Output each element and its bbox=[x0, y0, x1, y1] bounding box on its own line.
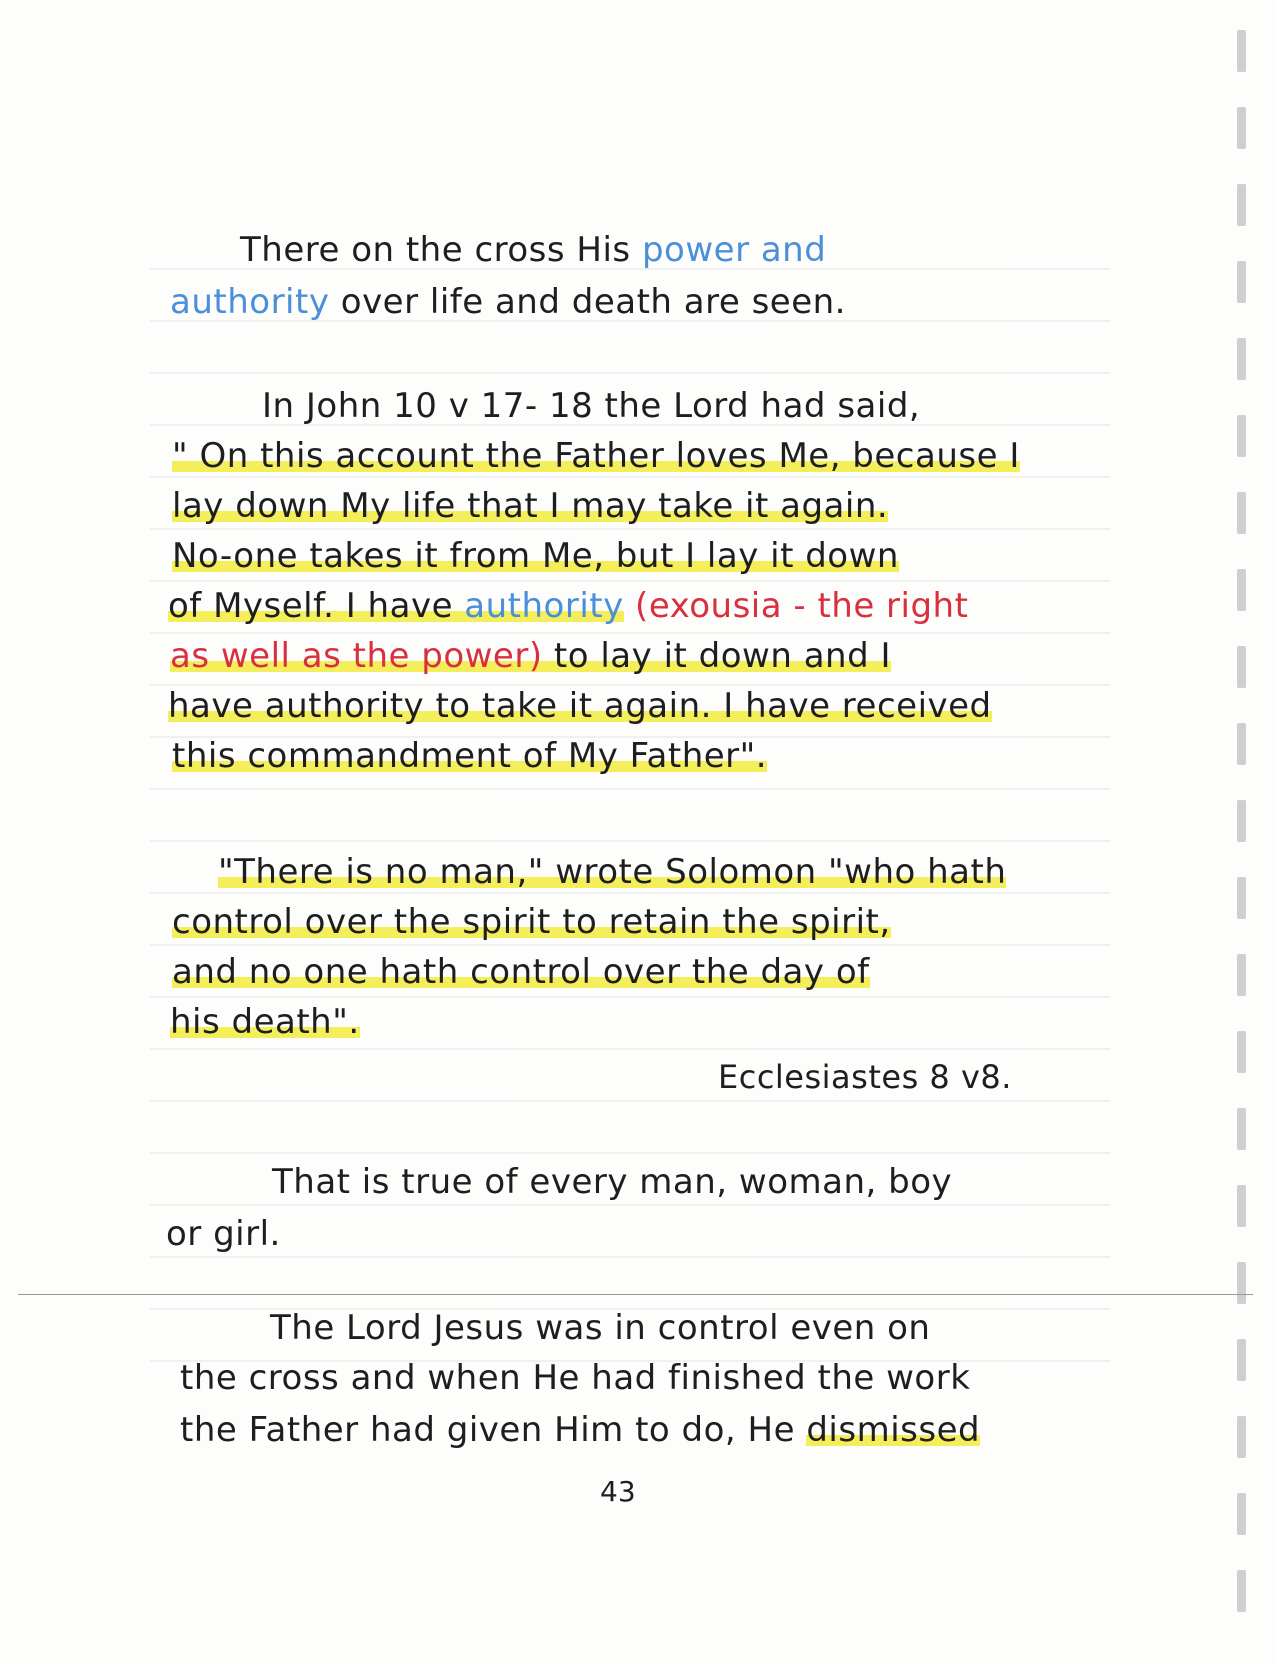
text-segment: The Lord Jesus was in control even on bbox=[270, 1308, 931, 1348]
text-segment: the Father had given Him to do, He bbox=[180, 1410, 807, 1450]
spiral-hole bbox=[1237, 954, 1246, 996]
scripture-reference: Ecclesiastes 8 v8. bbox=[718, 1058, 1012, 1096]
highlighted-text: control over the spirit to retain the spirit, bbox=[172, 902, 891, 942]
text-line bbox=[172, 900, 891, 944]
text-line bbox=[262, 384, 920, 428]
highlighted-text: to lay it down and I bbox=[542, 636, 892, 676]
text-line bbox=[180, 1356, 970, 1400]
text-line bbox=[270, 1306, 930, 1350]
spiral-hole bbox=[1237, 184, 1246, 226]
blue-text-segment: authority bbox=[170, 282, 330, 322]
highlighted-text: his death". bbox=[170, 1002, 360, 1042]
text-segment: There on the cross His bbox=[240, 230, 642, 270]
spiral-hole bbox=[1237, 800, 1246, 842]
text-line bbox=[172, 950, 870, 994]
spiral-hole bbox=[1237, 723, 1246, 765]
text-line bbox=[170, 280, 846, 324]
red-text-segment: (exousia - the right bbox=[623, 586, 969, 626]
highlighted-text: have authority to take it again. I have received bbox=[168, 686, 992, 726]
highlighted-text: lay down My life that I may take it again. bbox=[172, 486, 889, 526]
red-text-segment: as well as the power) bbox=[170, 636, 543, 676]
text-line bbox=[172, 534, 899, 578]
text-line bbox=[168, 684, 992, 728]
spiral-hole bbox=[1237, 569, 1246, 611]
highlighted-text: dismissed bbox=[806, 1410, 981, 1450]
spiral-hole bbox=[1237, 646, 1246, 688]
spiral-hole bbox=[1237, 261, 1246, 303]
text-line bbox=[172, 734, 767, 778]
spiral-hole bbox=[1237, 1031, 1246, 1073]
spiral-hole bbox=[1237, 30, 1246, 72]
fold-line bbox=[18, 1294, 1253, 1295]
spiral-hole bbox=[1237, 1493, 1246, 1535]
highlighted-text: this commandment of My Father". bbox=[172, 736, 768, 776]
text-line bbox=[170, 1000, 360, 1044]
text-line bbox=[166, 1212, 281, 1256]
highlighted-text: "There is no man," wrote Solomon "who hath bbox=[218, 852, 1007, 892]
text-line bbox=[172, 484, 888, 528]
text-segment: or girl. bbox=[166, 1214, 281, 1254]
spiral-hole bbox=[1237, 1185, 1246, 1227]
spiral-hole bbox=[1237, 1416, 1246, 1458]
spiral-binding bbox=[1237, 30, 1247, 1630]
text-line bbox=[170, 634, 891, 678]
text-line bbox=[168, 584, 968, 628]
spiral-hole bbox=[1237, 1108, 1246, 1150]
text-line bbox=[240, 228, 826, 272]
spiral-hole bbox=[1237, 107, 1246, 149]
text-segment: In John 10 v 17- 18 the Lord had said, bbox=[262, 386, 921, 426]
text-line bbox=[218, 850, 1006, 894]
highlighted-text: and no one hath control over the day of bbox=[172, 952, 870, 992]
blue-text-segment: authority bbox=[464, 586, 624, 626]
spiral-hole bbox=[1237, 1262, 1246, 1304]
spiral-hole bbox=[1237, 877, 1246, 919]
highlighted-text: " On this account the Father loves Me, because I bbox=[172, 436, 1020, 476]
text-line bbox=[180, 1408, 980, 1452]
spiral-hole bbox=[1237, 492, 1246, 534]
text-segment: the cross and when He had finished the work bbox=[180, 1358, 971, 1398]
page-number: 43 bbox=[600, 1475, 636, 1508]
text-segment: over life and death are seen. bbox=[329, 282, 846, 322]
blue-text-segment: power and bbox=[641, 230, 827, 270]
highlighted-text: No-one takes it from Me, but I lay it down bbox=[172, 536, 899, 576]
highlighted-text: of Myself. I have bbox=[168, 586, 465, 626]
spiral-hole bbox=[1237, 1339, 1246, 1381]
text-segment: That is true of every man, woman, boy bbox=[272, 1162, 953, 1202]
text-line bbox=[172, 434, 1020, 478]
spiral-hole bbox=[1237, 338, 1246, 380]
spiral-hole bbox=[1237, 1570, 1246, 1612]
text-line bbox=[272, 1160, 952, 1204]
spiral-hole bbox=[1237, 415, 1246, 457]
